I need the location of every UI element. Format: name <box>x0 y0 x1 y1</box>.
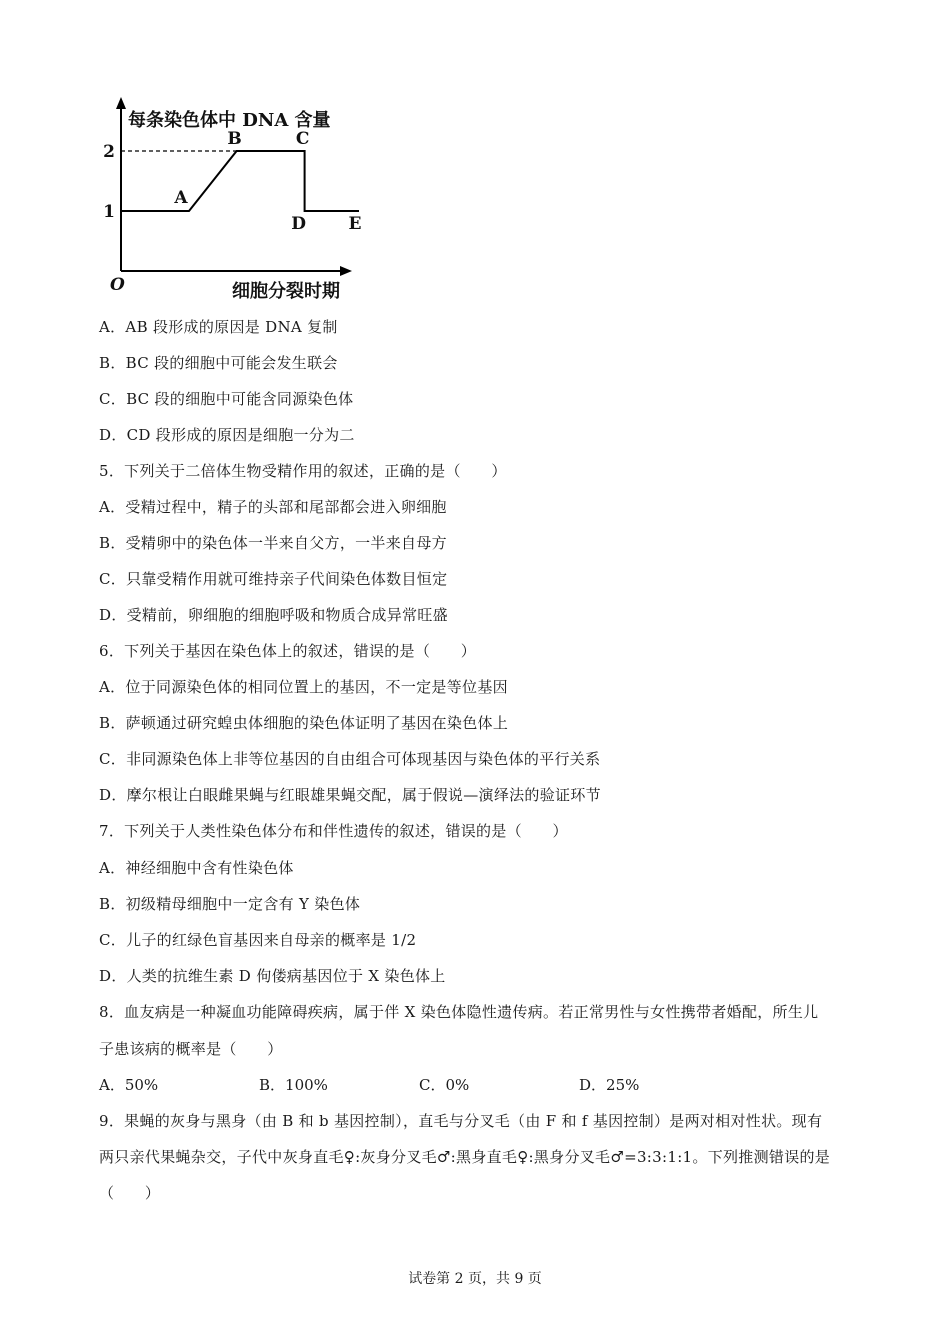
q9-stem-line1: 9．果蝇的灰身与黑身（由 B 和 b 基因控制），直毛与分叉毛（由 F 和 f 基因控制）是两对相对性状。现有 <box>99 1112 823 1130</box>
q9-stem-line3: （ ） <box>99 1184 161 1202</box>
q4-option-d: D．CD 段形成的原因是细胞一分为二 <box>99 426 355 444</box>
q7-option-a: A．神经细胞中含有性染色体 <box>99 859 294 877</box>
series-line <box>121 151 359 211</box>
q4-option-a: A．AB 段形成的原因是 DNA 复制 <box>99 318 338 336</box>
q5-option-d: D．受精前，卵细胞的细胞呼吸和物质合成异常旺盛 <box>99 606 448 624</box>
y-axis-label: 每条染色体中 DNA 含量 <box>128 110 331 131</box>
q7-option-d: D．人类的抗维生素 D 佝偻病基因位于 X 染色体上 <box>99 967 446 985</box>
q8-option-c: C．0% <box>419 1076 470 1094</box>
chart-labels <box>103 109 361 302</box>
point-label-E: E <box>348 214 362 234</box>
q7-option-c: C．儿子的红绿色盲基因来自母亲的概率是 1/2 <box>99 931 417 949</box>
q6-option-c: C．非同源染色体上非等位基因的自由组合可体现基因与染色体的平行关系 <box>99 750 601 768</box>
q8-option-a: A．50% <box>99 1076 159 1094</box>
page-footer: 试卷第 2 页，共 9 页 <box>408 1271 542 1287</box>
origin-label: O <box>110 275 125 295</box>
q4-option-b: B．BC 段的细胞中可能会发生联会 <box>99 354 338 372</box>
q8-stem-line2: 子患该病的概率是（ ） <box>99 1040 283 1058</box>
q8-option-b: B．100% <box>259 1076 328 1094</box>
y-axis-arrow <box>116 97 126 109</box>
q6-option-b: B．萨顿通过研究蝗虫体细胞的染色体证明了基因在染色体上 <box>99 714 509 732</box>
q6-stem: 6．下列关于基因在染色体上的叙述，错误的是（ ） <box>99 642 477 660</box>
y-tick-label-2: 2 <box>103 142 115 162</box>
q9-stem-line2: 两只亲代果蝇杂交，子代中灰身直毛♀:灰身分叉毛♂:黑身直毛♀:黑身分叉毛♂=3:3:1:1。下列推测错误的是 <box>99 1148 831 1166</box>
x-axis-label: 细胞分裂时期 <box>232 281 340 302</box>
y-tick-label-1: 1 <box>103 202 115 222</box>
q5-option-a: A．受精过程中，精子的头部和尾部都会进入卵细胞 <box>99 498 447 516</box>
q8-options <box>99 1075 739 1095</box>
q8-option-d: D．25% <box>579 1076 640 1094</box>
q5-option-b: B．受精卵中的染色体一半来自父方，一半来自母方 <box>99 534 447 552</box>
q7-stem: 7．下列关于人类性染色体分布和伴性遗传的叙述，错误的是（ ） <box>99 822 568 840</box>
x-axis-arrow <box>340 266 352 276</box>
point-label-C: C <box>295 129 310 149</box>
q5-option-c: C．只靠受精作用就可维持亲子代间染色体数目恒定 <box>99 570 448 588</box>
point-label-A: A <box>174 188 188 208</box>
q4-option-c: C．BC 段的细胞中可能含同源染色体 <box>99 390 354 408</box>
chart-series <box>121 151 359 211</box>
q7-option-b: B．初级精母细胞中一定含有 Y 染色体 <box>99 895 361 913</box>
point-label-B: B <box>227 129 242 149</box>
point-label-D: D <box>291 214 306 234</box>
q6-option-a: A．位于同源染色体的相同位置上的基因，不一定是等位基因 <box>99 678 508 696</box>
dna-content-chart <box>100 95 360 310</box>
q8-stem-line1: 8．血友病是一种凝血功能障碍疾病，属于伴 X 染色体隐性遗传病。若正常男性与女性携带者婚配，所生儿 <box>99 1003 819 1021</box>
q6-option-d: D．摩尔根让白眼雌果蝇与红眼雄果蝇交配，属于假说—演绎法的验证环节 <box>99 786 601 804</box>
q5-stem: 5．下列关于二倍体生物受精作用的叙述，正确的是（ ） <box>99 462 507 480</box>
